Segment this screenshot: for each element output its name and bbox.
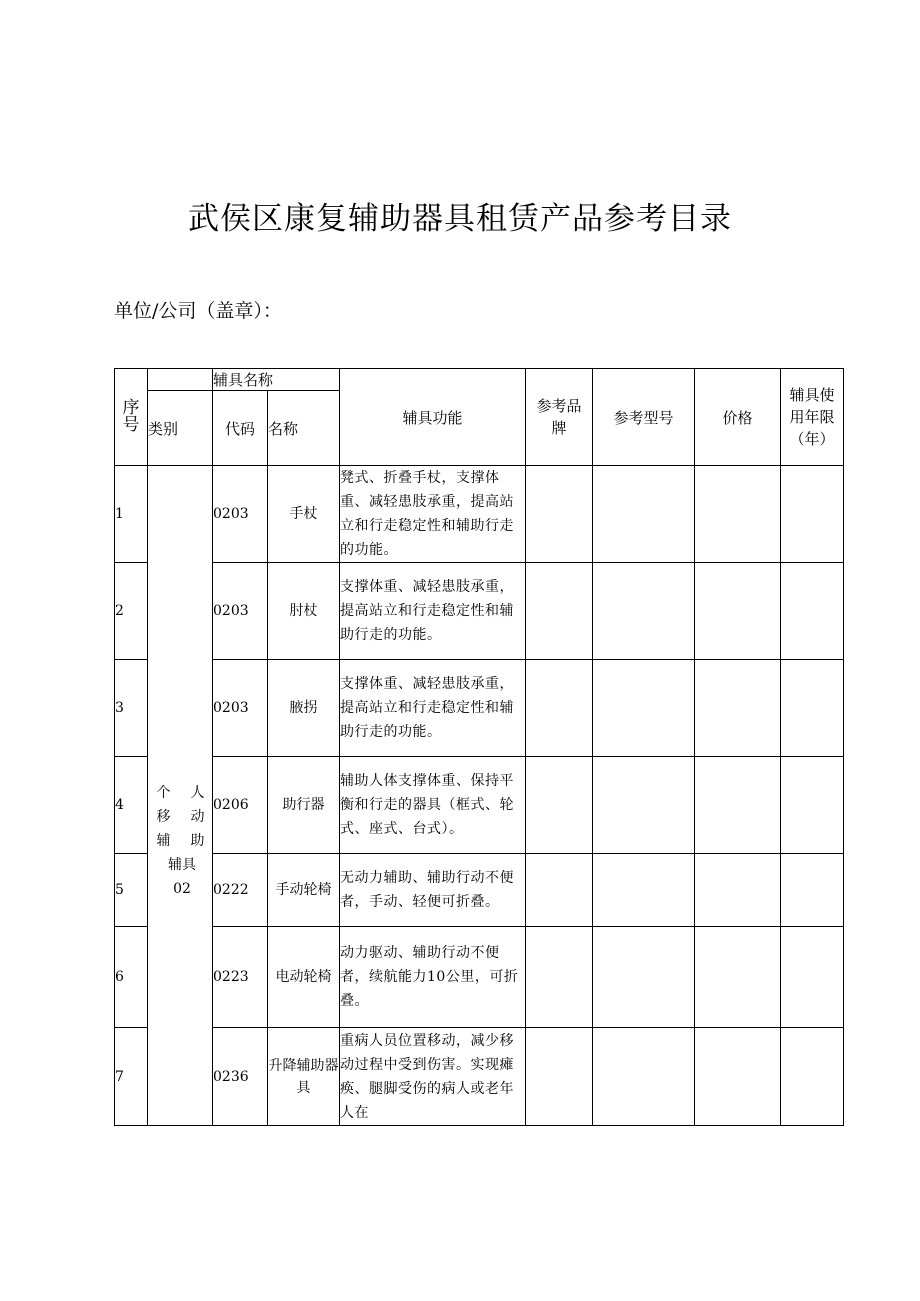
row-service-life <box>781 854 844 927</box>
row-model <box>593 1028 695 1126</box>
header-price: 价格 <box>695 369 781 466</box>
row-price <box>695 660 781 757</box>
row-seq: 1 <box>115 466 148 563</box>
row-code: 0206 <box>213 757 268 854</box>
row-seq: 3 <box>115 660 148 757</box>
row-code: 0203 <box>213 660 268 757</box>
row-brand <box>526 660 593 757</box>
row-code: 0236 <box>213 1028 268 1126</box>
row-model <box>593 757 695 854</box>
row-model <box>593 660 695 757</box>
row-function: 动力驱动、辅助行动不便者，续航能力10公里，可折叠。 <box>340 927 526 1028</box>
row-seq: 5 <box>115 854 148 927</box>
row-function: 重病人员位置移动，减少移动过程中受到伤害。实现瘫痪、腿脚受伤的病人或老年人在 <box>340 1028 526 1126</box>
header-model: 参考型号 <box>593 369 695 466</box>
category-line: 辅 助 <box>156 832 208 849</box>
unit-stamp-label: 单位/公司（盖章）： <box>114 300 282 322</box>
row-model <box>593 854 695 927</box>
row-name: 肘杖 <box>268 563 340 660</box>
row-seq: 4 <box>115 757 148 854</box>
row-model <box>593 563 695 660</box>
table-row <box>115 1028 844 1126</box>
row-service-life <box>781 757 844 854</box>
row-name: 电动轮椅 <box>268 927 340 1028</box>
row-code: 0222 <box>213 854 268 927</box>
row-code: 0203 <box>213 563 268 660</box>
product-catalog-table <box>114 368 844 1126</box>
header-spacer <box>148 369 213 391</box>
document-title: 武侯区康复辅助器具租赁产品参考目录 <box>188 201 732 237</box>
row-function: 无动力辅助、辅助行动不便者，手动、轻便可折叠。 <box>340 854 526 927</box>
row-service-life <box>781 466 844 563</box>
row-code: 0203 <box>213 466 268 563</box>
table-row <box>115 563 844 660</box>
row-name: 腋拐 <box>268 660 340 757</box>
row-model <box>593 466 695 563</box>
row-name: 升降辅助器具 <box>268 1028 340 1126</box>
row-name: 助行器 <box>268 757 340 854</box>
row-function: 支撑体重、减轻患肢承重，提高站立和行走稳定性和辅助行走的功能。 <box>340 563 526 660</box>
row-brand <box>526 757 593 854</box>
row-brand <box>526 854 593 927</box>
row-service-life <box>781 660 844 757</box>
row-service-life <box>781 563 844 660</box>
row-seq: 6 <box>115 927 148 1028</box>
category-line: 辅具 <box>168 856 196 873</box>
table-row <box>115 854 844 927</box>
row-seq: 7 <box>115 1028 148 1126</box>
row-service-life <box>781 1028 844 1126</box>
header-aid-name-group: 辅具名称 <box>213 369 340 391</box>
table-row <box>115 466 844 563</box>
row-service-life <box>781 927 844 1028</box>
category-cell <box>148 466 213 1126</box>
category-line: 移 动 <box>156 808 208 825</box>
table-row <box>115 660 844 757</box>
row-brand <box>526 563 593 660</box>
row-price <box>695 927 781 1028</box>
row-price <box>695 466 781 563</box>
row-function: 凳式、折叠手杖，支撑体重、减轻患肢承重，提高站立和行走稳定性和辅助行走的功能。 <box>340 466 526 563</box>
row-function: 支撑体重、减轻患肢承重，提高站立和行走稳定性和辅助行走的功能。 <box>340 660 526 757</box>
row-brand <box>526 1028 593 1126</box>
row-brand <box>526 466 593 563</box>
table-row <box>115 757 844 854</box>
header-service-life: 辅具使用年限（年） <box>781 369 844 466</box>
row-brand <box>526 927 593 1028</box>
row-model <box>593 927 695 1028</box>
category-line: 02 <box>173 880 191 897</box>
category-line: 个 人 <box>156 784 208 801</box>
row-code: 0223 <box>213 927 268 1028</box>
row-name: 手动轮椅 <box>268 854 340 927</box>
row-price <box>695 854 781 927</box>
row-function: 辅助人体支撑体重、保持平衡和行走的器具（框式、轮式、座式、台式）。 <box>340 757 526 854</box>
row-price <box>695 757 781 854</box>
header-name: 名称 <box>268 391 340 466</box>
row-name: 手杖 <box>268 466 340 563</box>
header-brand: 参考品牌 <box>526 369 593 466</box>
header-row-1 <box>115 369 844 391</box>
header-function: 辅具功能 <box>340 369 526 466</box>
row-price <box>695 563 781 660</box>
header-code: 代码 <box>213 391 268 466</box>
row-price <box>695 1028 781 1126</box>
table-row <box>115 927 844 1028</box>
header-seq: 序号 <box>115 369 148 466</box>
header-category: 类别 <box>148 391 213 466</box>
row-seq: 2 <box>115 563 148 660</box>
